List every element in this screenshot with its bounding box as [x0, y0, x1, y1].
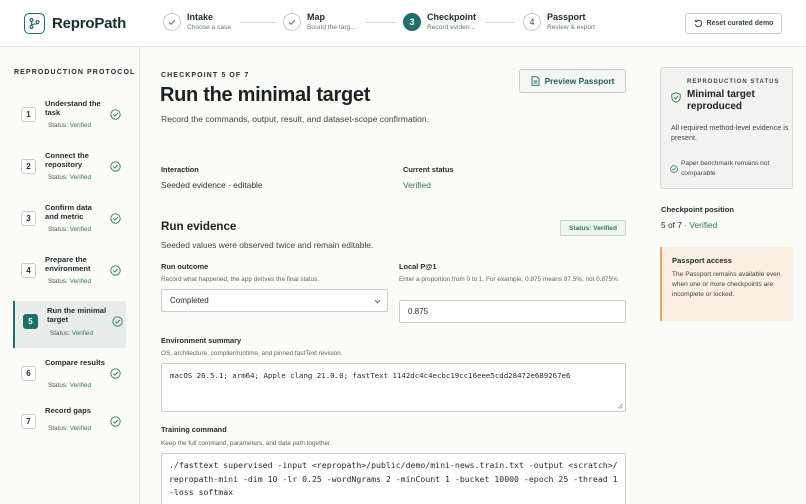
chevron-down-icon — [374, 298, 381, 305]
step-passport[interactable] — [523, 12, 595, 32]
step-map[interactable] — [283, 12, 356, 32]
status-body: All required method-level evidence is present. — [671, 123, 789, 142]
protocol-label: Prepare the environment — [45, 255, 91, 273]
protocol-status: Status: Verified — [48, 226, 92, 233]
checkpoint-eyebrow: CHECKPOINT 5 OF 7 — [161, 72, 250, 79]
status-eyebrow: REPRODUCTION STATUS — [687, 79, 780, 85]
protocol-item-4[interactable] — [13, 250, 126, 297]
preview-passport-label: Preview Passport — [544, 76, 615, 86]
environment-label: Environment summary — [161, 336, 242, 345]
protocol-number: 2 — [21, 159, 36, 174]
local-p1-input[interactable]: 0.875 — [399, 300, 626, 323]
training-command-textarea[interactable]: ./fasttext supervised -input <repropath>/public/demo/mini-news.train.txt -output <scratch>/repropath-mini -dim 10 -lr 0.25 -wordNgrams 2 -minCount 1 -bucket 10000 -epoch 25 -thread 1 -loss softmax — [161, 453, 626, 504]
run-outcome-hint: Record what happened; the app derives the final status. — [161, 276, 320, 283]
step-number: 3 — [403, 13, 421, 31]
verified-check-icon — [110, 416, 121, 427]
page-subtitle: Record the commands, output, result, and dataset-scope confirmation. — [161, 114, 429, 124]
checkpoint-main — [141, 47, 640, 504]
protocol-label: Compare results — [45, 358, 105, 367]
environment-value: macOS 26.5.1; arm64; Apple clang 21.0.0; fastText 1142dc4c4ecbc19cc16eee5cdd28472e689267e6 — [170, 371, 571, 380]
checkpoint-position-label: Checkpoint position — [661, 205, 734, 214]
branch-icon — [24, 13, 45, 34]
environment-textarea[interactable] — [161, 363, 626, 412]
protocol-label: Understand the task — [45, 99, 101, 117]
current-status-value: Verified — [403, 180, 431, 190]
step-connector — [240, 22, 276, 23]
run-outcome-label: Run outcome — [161, 262, 209, 271]
step-subtitle: Review & export — [547, 24, 596, 31]
verified-check-icon — [110, 265, 121, 276]
protocol-status: Status: Verified — [48, 382, 92, 389]
step-subtitle: Bound the targ... — [307, 24, 356, 31]
step-subtitle: Record eviden... — [427, 24, 476, 31]
reset-demo-label: Reset curated demo — [706, 20, 774, 27]
check-icon — [283, 13, 301, 31]
reproduction-status-card — [660, 67, 793, 189]
protocol-item-7[interactable] — [13, 401, 126, 448]
sidebar — [0, 47, 140, 504]
app-name: ReproPath — [52, 15, 127, 32]
protocol-status: Status: Verified — [48, 278, 92, 285]
protocol-number: 7 — [21, 414, 36, 429]
protocol-status: Status: Verified — [50, 330, 94, 337]
training-command-label: Training command — [161, 425, 227, 434]
protocol-item-5[interactable] — [13, 301, 126, 348]
training-command-hint: Keep the full command, parameters, and data path together. — [161, 440, 332, 447]
step-title: Checkpoint — [427, 12, 477, 22]
run-outcome-select[interactable] — [161, 289, 388, 312]
verified-check-icon — [110, 213, 121, 224]
step-intake[interactable] — [163, 12, 231, 32]
checkpoint-position-value: 5 of 7 · Verified — [661, 220, 718, 230]
app-logo[interactable] — [24, 13, 126, 34]
reset-icon — [694, 19, 703, 28]
step-number: 4 — [523, 13, 541, 31]
access-title: Passport access — [672, 256, 732, 265]
step-checkpoint[interactable] — [403, 12, 476, 32]
protocol-item-1[interactable] — [13, 94, 126, 141]
status-note: Paper benchmark remains not comparable — [681, 160, 770, 177]
protocol-item-6[interactable] — [13, 353, 126, 400]
check-icon — [163, 13, 181, 31]
protocol-label: Record gaps — [45, 406, 91, 415]
step-title: Intake — [187, 12, 214, 22]
preview-passport-button[interactable] — [519, 69, 626, 93]
verified-check-icon — [110, 161, 121, 172]
top-bar — [0, 0, 806, 47]
current-status-label: Current status — [403, 165, 454, 174]
run-outcome-value: Completed — [170, 296, 209, 305]
reset-demo-button[interactable] — [685, 13, 782, 34]
verified-check-icon — [110, 368, 121, 379]
resize-grip-icon[interactable] — [617, 403, 623, 409]
protocol-item-3[interactable] — [13, 198, 126, 245]
protocol-status: Status: Verified — [48, 122, 92, 129]
run-evidence-title: Run evidence — [161, 220, 237, 233]
sidebar-heading: REPRODUCTION PROTOCOL — [14, 69, 136, 76]
shield-check-icon — [671, 92, 681, 103]
protocol-label: Confirm data and metric — [45, 203, 92, 221]
protocol-number: 4 — [21, 263, 36, 278]
verified-check-icon — [110, 109, 121, 120]
protocol-number: 1 — [21, 107, 36, 122]
protocol-status: Status: Verified — [48, 425, 92, 432]
protocol-number: 3 — [21, 211, 36, 226]
check-circle-icon — [670, 165, 678, 173]
step-subtitle: Choose a case — [187, 24, 231, 31]
protocol-label: Connect the repository — [45, 151, 89, 169]
step-title: Map — [307, 12, 325, 22]
page-title: Run the minimal target — [160, 84, 371, 106]
interaction-value: Seeded evidence · editable — [161, 180, 263, 190]
status-badge: Status: Verified — [560, 220, 626, 236]
run-evidence-subtitle: Seeded values were observed twice and remain editable. — [161, 240, 374, 250]
local-p1-hint: Enter a proportion from 0 to 1. For example, 0.875 means 87.5%, not 0.875%. — [399, 276, 620, 283]
environment-hint: OS, architecture, compiler/runtime, and pinned fastText revision. — [161, 350, 343, 357]
step-title: Passport — [547, 12, 586, 22]
protocol-number: 5 — [23, 314, 38, 329]
access-body: The Passport remains available even when one or more checkpoints are incomplete or locked. — [672, 271, 781, 299]
protocol-item-2[interactable] — [13, 146, 126, 193]
verified-check-icon — [112, 316, 123, 327]
protocol-number: 6 — [21, 366, 36, 381]
step-connector — [366, 22, 396, 23]
protocol-label: Run the minimal target — [47, 306, 107, 324]
step-connector — [485, 22, 515, 23]
passport-access-card — [660, 247, 793, 321]
status-title: Minimal target reproduced — [687, 89, 755, 112]
document-icon — [531, 76, 540, 86]
local-p1-label: Local P@1 — [399, 262, 437, 271]
status-panel — [641, 47, 806, 504]
protocol-status: Status: Verified — [48, 174, 92, 181]
interaction-label: Interaction — [161, 165, 199, 174]
